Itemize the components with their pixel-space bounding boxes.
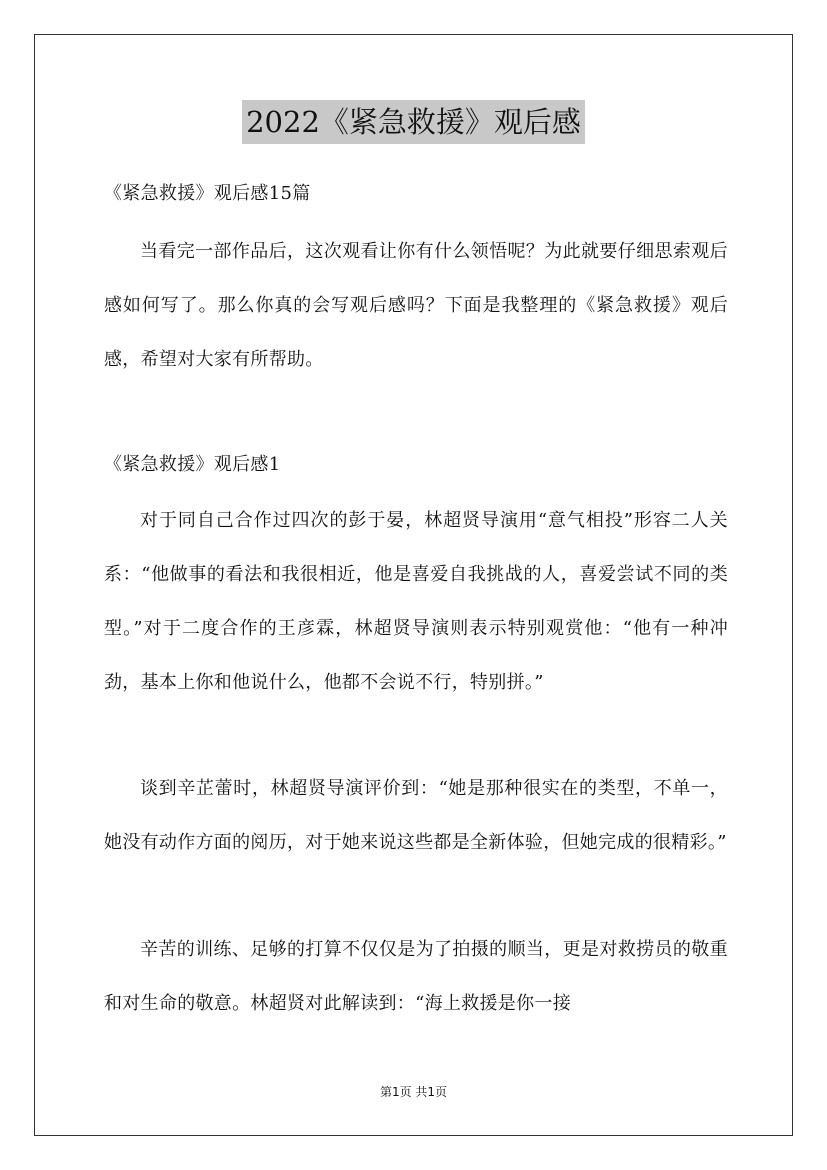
section-heading: 《紧急救援》观后感1 [104, 454, 281, 475]
body-paragraph-3: 辛苦的训练、足够的打算不仅仅是为了拍摄的顺当，更是对救捞员的敬重和对生命的敬意。林超贤对此解读到：“海上救援是你一接 [104, 939, 728, 1014]
title-container [0, 100, 827, 144]
document-title: 2022《紧急救援》观后感 [242, 100, 585, 144]
body-paragraph-2: 谈到辛芷蕾时，林超贤导演评价到：“她是那种很实在的类型，不单一，她没有动作方面的阅历，对于她来说这些都是全新体验，但她完成的很精彩。” [104, 778, 728, 853]
document-subtitle: 《紧急救援》观后感15篇 [104, 183, 311, 204]
body-paragraph-1: 对于同自己合作过四次的彭于晏，林超贤导演用“意气相投”形容二人关系：“他做事的看法和我很相近，他是喜爱自我挑战的人，喜爱尝试不同的类型。”对于二度合作的王彦霖，林超贤导演则表示特别观赏他：“他有一种冲劲，基本上你和他说什么，他都不会说不行，特别拼。” [104, 510, 728, 693]
page-footer: 第1页 共1页 [379, 1085, 448, 1099]
intro-paragraph: 当看完一部作品后，这次观看让你有什么领悟呢？为此就要仔细思索观后感如何写了。那么你真的会写观后感吗？下面是我整理的《紧急救援》观后感，希望对大家有所帮助。 [104, 241, 728, 370]
